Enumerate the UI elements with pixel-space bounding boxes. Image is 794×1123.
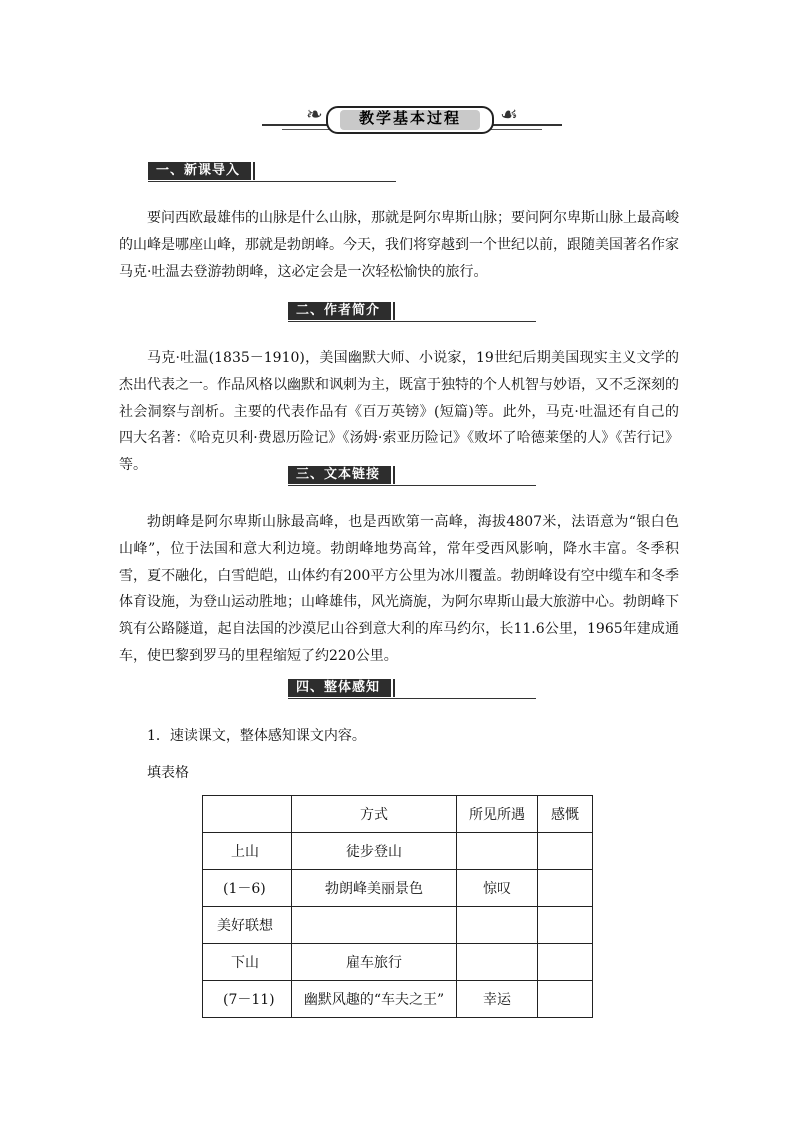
section-heading [148, 162, 396, 184]
section-label: 二、作者简介 [288, 302, 388, 320]
table-row [203, 944, 593, 981]
table-cell [538, 944, 593, 981]
table-cell: 勃朗峰美丽景色 [292, 870, 457, 907]
table-cell: (7－11) [203, 981, 292, 1018]
section-underline [288, 698, 536, 699]
author-paragraph: 马克·吐温(1835－1910)，美国幽默大师、小说家，19世纪后期美国现实主义文学的杰出代表之一。作品风格以幽默和讽刺为主，既富于独特的个人机智与妙语，又不乏深刻的社会洞察与剖析。主要的代表作品有《百万英镑》(短篇)等。此外，马克·吐温还有自己的四大名著：《哈克贝利·费恩历险记》《汤姆·索亚历险记》《败坏了哈德莱堡的人》《苦行记》等。 [119, 350, 679, 474]
table-header-row [203, 796, 593, 833]
header-banner [262, 104, 562, 132]
section-underline [288, 485, 536, 486]
intro-paragraph: 要问西欧最雄伟的山脉是什么山脉，那就是阿尔卑斯山脉；要问阿尔卑斯山脉上最高峻的山峰是哪座山峰，那就是勃朗峰。今天，我们将穿越到一个世纪以前，跟随美国著名作家马克·吐温去登游勃朗峰，这必定会是一次轻松愉快的旅行。 [119, 210, 679, 280]
section-bars [388, 302, 398, 320]
link-paragraph: 勃朗峰是阿尔卑斯山脉最高峰，也是西欧第一高峰，海拔4807米，法语意为“银白色山峰”，位于法国和意大利边境。勃朗峰地势高耸，常年受西风影响，降水丰富。冬季积雪，夏不融化，白雪皑皑，山体约有200平方公里为冰川覆盖。勃朗峰设有空中缆车和冬季体育设施，为登山运动胜地；山峰雄伟，风光旖旎，为阿尔卑斯山最大旅游中心。勃朗峰下筑有公路隧道，起自法国的沙漠尼山谷到意大利的库马约尔，长11.6公里，1965年建成通车，使巴黎到罗马的里程缩短了约220公里。 [119, 514, 679, 664]
table-row [203, 907, 593, 944]
table-cell: 幽默风趣的“车夫之王” [292, 981, 457, 1018]
table-cell [538, 981, 593, 1018]
table-header-cell: 方式 [292, 796, 457, 833]
table-row [203, 833, 593, 870]
banner-box [326, 106, 494, 134]
section-label: 一、新课导入 [148, 162, 248, 180]
table-cell: 幸运 [457, 981, 538, 1018]
table-cell: (1－6) [203, 870, 292, 907]
section-underline [148, 181, 396, 182]
table-row [203, 870, 593, 907]
swirl-ornament-icon: ❧ [306, 102, 323, 126]
section-bars [388, 466, 398, 484]
table-header-cell [203, 796, 292, 833]
table-cell: 徒步登山 [292, 833, 457, 870]
table-row [203, 981, 593, 1018]
table-cell: 上山 [203, 833, 292, 870]
section-label: 四、整体感知 [288, 679, 388, 697]
section-heading [288, 679, 536, 701]
table-cell: 雇车旅行 [292, 944, 457, 981]
table-header-cell: 感慨 [538, 796, 593, 833]
fill-in-table [202, 795, 593, 1018]
table-cell [538, 833, 593, 870]
table-cell: 美好联想 [203, 907, 292, 944]
table-cell [457, 907, 538, 944]
section-underline [288, 321, 536, 322]
table-cell [457, 944, 538, 981]
table-cell: 下山 [203, 944, 292, 981]
section-bars [388, 679, 398, 697]
section-heading [288, 302, 536, 324]
table-cell [292, 907, 457, 944]
section-bars [248, 162, 258, 180]
table-cell [457, 833, 538, 870]
page-title: 教学基本过程 [340, 110, 480, 130]
table-cell [538, 907, 593, 944]
table-cell: 惊叹 [457, 870, 538, 907]
section-label: 三、文本链接 [288, 466, 388, 484]
task-fill-label: 填表格 [147, 765, 189, 781]
table-cell [538, 870, 593, 907]
swirl-ornament-icon: ☙ [500, 102, 518, 126]
task-item: 1．速读课文，整体感知课文内容。 [147, 728, 366, 744]
section-heading [288, 466, 536, 488]
table-header-cell: 所见所遇 [457, 796, 538, 833]
